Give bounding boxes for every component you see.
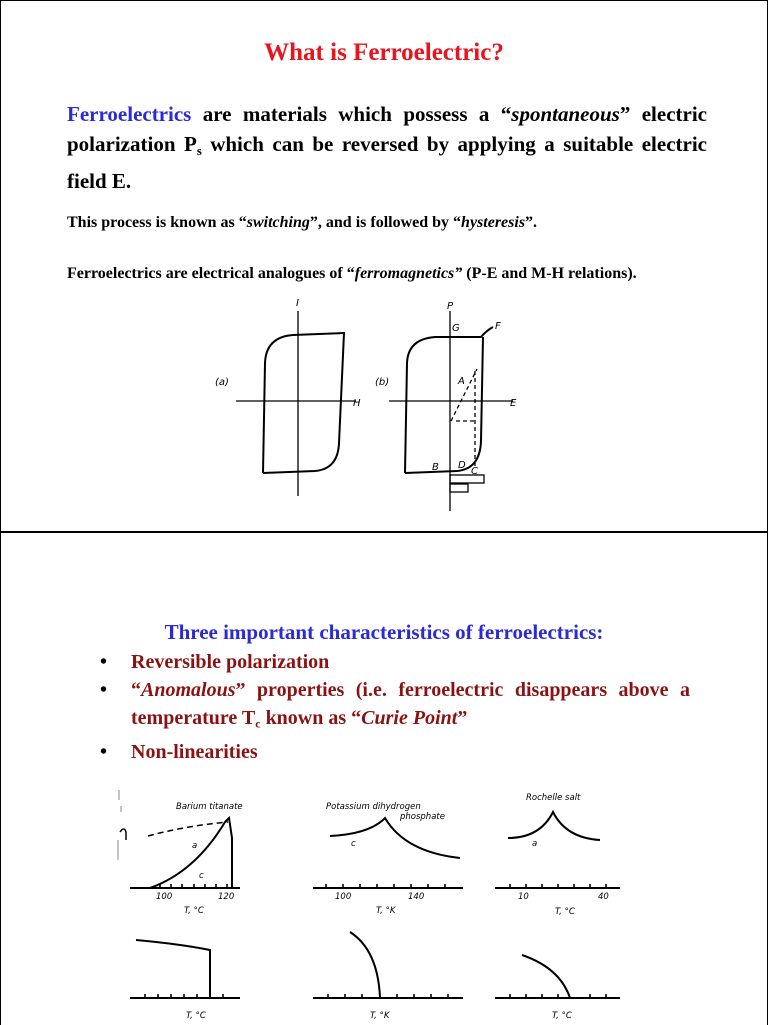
rochelle-xlabel: T, °C xyxy=(555,907,575,917)
definition-text-1: are materials which possess a “ xyxy=(191,102,512,126)
bullet-text: Reversible polarization xyxy=(131,651,330,673)
scan-marks xyxy=(118,790,121,860)
bullet-text-1: ” properties (i.e. ferroelectric disappears above a temperature T xyxy=(131,679,690,729)
hysteresis-term: hysteresis xyxy=(461,214,526,231)
ps-subscript: s xyxy=(196,143,202,158)
label-g: G xyxy=(452,323,460,334)
mh-loop-upper xyxy=(263,333,345,473)
label-a-point: A xyxy=(458,376,465,387)
label-b-point: B xyxy=(432,462,439,473)
switching-term: switching xyxy=(246,214,310,231)
barium-xlabel: T, °C xyxy=(184,906,204,916)
bullet-marker: • xyxy=(100,679,108,701)
barium-curve-a xyxy=(148,822,228,836)
barium-label-c: c xyxy=(199,871,204,881)
kdp-label-c: c xyxy=(351,839,356,849)
barium-polarization-curve xyxy=(136,940,210,998)
label-f: F xyxy=(495,321,501,332)
bullet-marker: • xyxy=(100,740,108,763)
rochelle-salt-title: Rochelle salt xyxy=(526,793,581,803)
curie-point-graphs xyxy=(0,770,768,1024)
ferroelectrics-term: Ferroelectrics xyxy=(67,102,192,126)
analogue-text-2: (P-E and M-H relations). xyxy=(462,265,637,282)
tc-subscript: c xyxy=(255,716,261,731)
rochelle-polarization-curve xyxy=(522,955,570,998)
bullet-text-quote: “ xyxy=(131,679,141,701)
barium-label-a: a xyxy=(192,841,198,851)
characteristics-subheading: Three important characteristics of ferroelectrics: xyxy=(164,620,604,644)
kdp-polarization-curve xyxy=(350,932,380,998)
label-c-point: C xyxy=(471,466,478,477)
label-e: E xyxy=(510,398,517,409)
curie-point-term: Curie Point xyxy=(361,707,458,729)
kdp-curve-c xyxy=(330,818,460,858)
barium-tick-2: 120 xyxy=(218,892,235,902)
label-a: (a) xyxy=(215,377,229,388)
bullet-marker: • xyxy=(100,651,108,673)
kdp-title-line1: Potassium dihydrogen xyxy=(326,802,421,812)
bullet-text-2: known as “ xyxy=(260,707,362,729)
domain-bar-2 xyxy=(450,484,468,492)
analogue-text-1: Ferroelectrics are electrical analogues of “ xyxy=(67,265,355,282)
eta-glyph xyxy=(120,829,126,840)
kdp-xlabel: T, °K xyxy=(376,906,396,916)
bullet-non-linearities xyxy=(100,738,690,766)
kdp-title-line2: phosphate xyxy=(400,812,445,822)
switching-text-2: ”, and is followed by “ xyxy=(309,214,462,231)
switching-text-3: ”. xyxy=(525,214,538,231)
pe-loop-lower xyxy=(405,337,483,473)
label-d-point: D xyxy=(458,460,466,471)
definition-text-3: which can be reversed by applying a suitable electric field E. xyxy=(67,132,707,193)
kdp-tick-2: 140 xyxy=(408,892,425,902)
domain-bar-1 xyxy=(450,475,484,483)
definition-text-2: ” electric polarization P xyxy=(67,102,707,156)
label-p: P xyxy=(447,301,454,312)
slide1-title: What is Ferroelectric? xyxy=(264,39,504,66)
spontaneous-term: spontaneous xyxy=(511,102,620,126)
switching-text-1: This process is known as “ xyxy=(67,214,247,231)
anomalous-term: Anomalous xyxy=(141,679,236,701)
label-b: (b) xyxy=(375,377,390,388)
rochelle-tick-2: 40 xyxy=(598,892,609,902)
label-h: H xyxy=(353,398,361,409)
rochelle-label-a: a xyxy=(532,839,538,849)
barium-curve-c xyxy=(150,818,232,888)
bullet-text-3: ” xyxy=(457,707,468,729)
rochelle-curve-a xyxy=(508,812,600,840)
rochelle-tick-1: 10 xyxy=(518,892,529,902)
bullet-text: Non-linearities xyxy=(131,740,258,763)
kdp-tick-1: 100 xyxy=(335,892,352,902)
label-i: I xyxy=(296,298,299,309)
barium-row2-xlabel: T, °C xyxy=(186,1011,206,1021)
barium-titanate-title: Barium titanate xyxy=(176,802,243,812)
hysteresis-figure xyxy=(1,1,767,531)
kdp-row2-xlabel: T, °K xyxy=(370,1011,390,1021)
barium-tick-1: 100 xyxy=(156,892,173,902)
ferromagnetics-term: ferromagnetics” xyxy=(354,265,463,282)
bullet-reversible-polarization xyxy=(100,648,690,676)
characteristics-list xyxy=(100,648,690,766)
rochelle-row2-xlabel: T, °C xyxy=(552,1011,572,1021)
mh-loop-lower xyxy=(263,333,344,473)
bullet-anomalous-properties xyxy=(100,676,690,738)
